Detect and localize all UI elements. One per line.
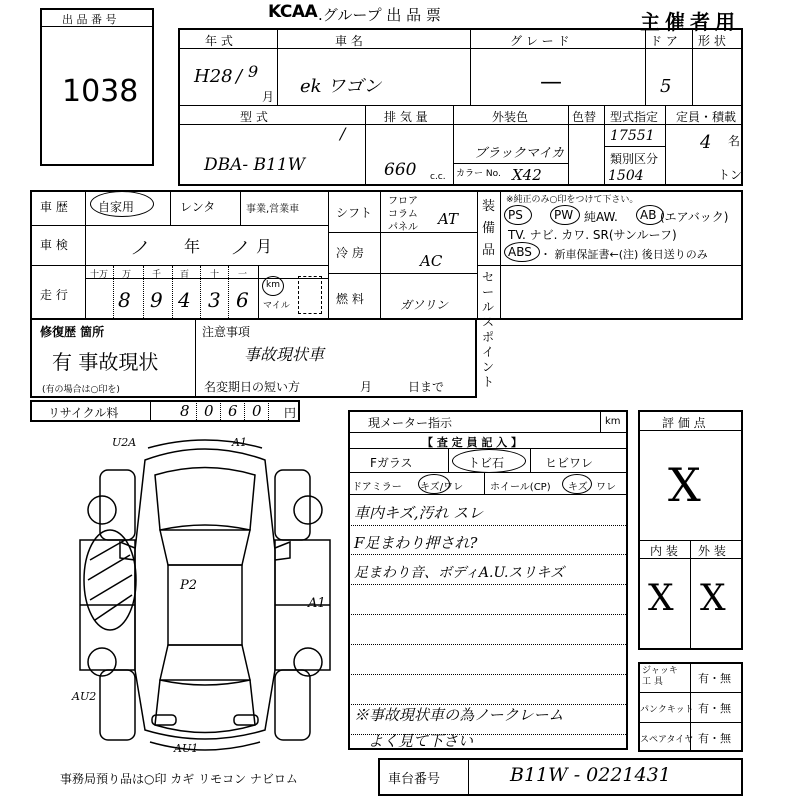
unit-1: 一 [238,270,248,280]
recycle-label: リサイクル料 [48,406,119,420]
exterior-rating-value: X [700,578,726,619]
equipment-label: 装 備 品 [482,199,496,258]
category-label: 類別区分 [610,152,659,166]
meter-label: 現メーター指示 [368,416,453,430]
repair-value: 有 事故現状 [52,350,159,374]
capacity-value: 4 [700,132,712,153]
equip-pw: PW [554,208,574,222]
car-diagram [70,430,340,760]
recycle-digit-4: 0 [252,402,262,420]
shift-panel: パネル [388,222,418,233]
capacity-unit: 名 [728,134,741,148]
category-value: 1504 [608,168,644,184]
load-unit: トン [718,168,743,182]
recycle-unit: 円 [284,406,297,420]
history-label: 車 歴 [40,200,68,214]
month-unit: 月 [262,90,275,104]
mileage-digit-4: 3 [208,288,221,312]
recycle-digit-2: 0 [204,402,214,420]
mileage-digit-3: 4 [178,288,191,312]
interior-label: 内 装 [650,544,678,558]
grade-label: グ レ ー ド [510,34,570,48]
header-title: .グループ 出 品 票 [318,6,441,24]
kizu-ware-1: キズ/ワレ [420,482,464,493]
color-no-value: X42 [512,166,542,184]
shaken-label: 車 検 [40,238,68,252]
header-logo: KCAA [268,2,318,22]
equip-aw: 純AW. [584,210,618,224]
interior-value: X [648,578,674,619]
mileage-digit-1: 8 [118,288,131,312]
notes-value: 事故現状車 [244,345,325,364]
unit-10: 十 [210,270,220,280]
mileage-km: km [266,280,280,290]
exterior-rating-label: 外 装 [698,544,726,558]
mileage-label: 走 行 [40,288,68,302]
equip-ab: AB [640,208,657,222]
repair-label: 修復歴 箇所 [40,325,105,339]
wheel-label: ホイール(CP) [490,482,551,493]
shift-floor: フロア [388,196,418,207]
history-rental: レンタ [180,200,216,214]
exterior-label: 外装色 [492,110,529,124]
equip-airbag: (エアバック) [660,210,729,224]
unit-100k: 十万 [90,270,109,280]
kizu-2: キズ [568,482,588,493]
office-note: 事務局預り品は○印 カギ リモコン ナビロム [60,772,298,786]
shaken-year-unit: 年 [184,237,201,256]
tool-spare-tire-value: 有・無 [698,732,731,745]
body-label: 形 状 [698,34,726,48]
tool-spare-tire: スペアタイヤ [640,735,694,745]
fuel-value: ガソリン [400,298,449,312]
rating-value: X [668,458,701,512]
unit-10k: 万 [122,270,132,280]
tool-jack: ジャッキ 工 具 [642,666,678,687]
doors-label: ド ア [650,34,678,48]
chassis-label: 車台番号 [388,772,441,787]
rating-label: 評 価 点 [662,416,706,430]
year-era: H28 [194,66,233,87]
equip-ps: PS [508,208,523,222]
shaken-month-unit: 月 [256,237,273,256]
car-name-value: ek ワゴン [300,76,382,97]
equip-line2: TV. ナビ. カワ. SR(サンルーフ) [508,228,677,242]
history-business: 事業,営業車 [246,204,300,215]
mileage-mile: マイル [263,301,290,311]
ac-label: 冷 房 [336,246,364,260]
mark-a1-top: A1 [232,436,247,449]
tool-jack-value: 有・無 [698,672,731,685]
equipment-note: ※純正のみ○印をつけて下さい。 [506,195,639,205]
grade-value: — [540,70,562,95]
year-month: 9 [248,62,259,81]
model-label: 型 式 [240,110,268,124]
sales-point-label: セールスポイント [482,270,495,389]
chassis-value: B11W - 0221431 [510,764,671,786]
mark-au1: AU1 [174,742,199,755]
comment-2: F足まわり押され? [354,534,478,552]
mileage-extra-box [298,276,322,314]
fuel-label: 燃 料 [336,292,364,306]
equip-line3: ・ 新車保証書←(注) 後日送りのみ [540,248,708,261]
model-value: DBA- B11W [204,155,306,175]
mark-u2a: U2A [112,436,137,449]
displacement-unit: c.c. [430,172,446,182]
ac-value: AC [420,252,443,270]
bottom-comment-1: ※事故現状車の為ノークレーム [354,706,564,724]
mark-au2: AU2 [72,690,97,703]
shift-value: AT [438,210,459,228]
door-mirror: ドアミラー [352,482,402,493]
bottom-comment-2: よく見て下さい [368,732,474,750]
model-mark: / [340,124,346,143]
year-label: 年 式 [205,34,233,48]
f-glass: Fガラス [370,456,413,470]
shaken-year-mark: ノ [130,238,148,259]
color-no-label: カラー No. [456,169,501,179]
mileage-digit-5: 6 [236,288,249,312]
history-selected-circle [90,191,154,217]
hibiware: ヒビワレ [545,456,594,470]
tobi-ishi-circle [452,449,526,473]
history-private: 自家用 [98,200,135,214]
mark-p2: P2 [180,578,198,593]
tobi-ishi: トビ石 [468,456,505,470]
repair-note: (有の場合は○印を) [42,385,120,395]
type-designation-value: 17551 [610,128,655,144]
notes-day: 日まで [408,380,445,394]
shift-label: シフト [336,206,373,220]
comment-1: 車内キズ,汚れ スレ [354,504,484,522]
mileage-digit-2: 9 [150,288,163,312]
recycle-digit-1: 8 [180,402,190,420]
ware-2: ワレ [596,482,616,493]
unit-100: 百 [180,270,190,280]
car-name-label: 車 名 [335,34,363,48]
meter-unit: km [605,416,621,427]
recycle-digit-3: 6 [228,402,238,420]
unit-1k: 千 [152,270,162,280]
tool-repair-kit: パンクキット [640,705,694,715]
shaken-month-mark: ノ [230,238,248,259]
inspector-label: 【 査 定 員 記 入 】 [422,436,522,449]
year-slash: / [236,66,243,87]
shift-column: コラム [388,209,418,220]
doors-value: 5 [660,76,672,97]
organizer-label: 主催者用 [640,10,740,34]
tool-repair-kit-value: 有・無 [698,702,731,715]
mark-a1-right: A1 [308,596,326,611]
replace-label: 色替 [572,110,597,124]
comment-3: 足まわり音、ボディA.U.スリキズ [354,565,565,581]
lot-number: 1038 [62,74,139,109]
notes-month: 月 [360,380,373,394]
notes-label: 注意事項 [202,325,251,339]
type-designation-label: 型式指定 [610,110,659,124]
km-circle [262,276,284,296]
displacement-label: 排 気 量 [384,110,428,124]
equip-abs: ABS [508,245,532,259]
lot-label: 出 品 番 号 [62,13,117,26]
capacity-label: 定員・積載 [676,110,737,124]
displacement-value: 660 [384,160,417,180]
notes-deadline-label: 名変期日の短い方 [204,380,301,394]
exterior-value: ブラックマイカ [474,146,565,161]
